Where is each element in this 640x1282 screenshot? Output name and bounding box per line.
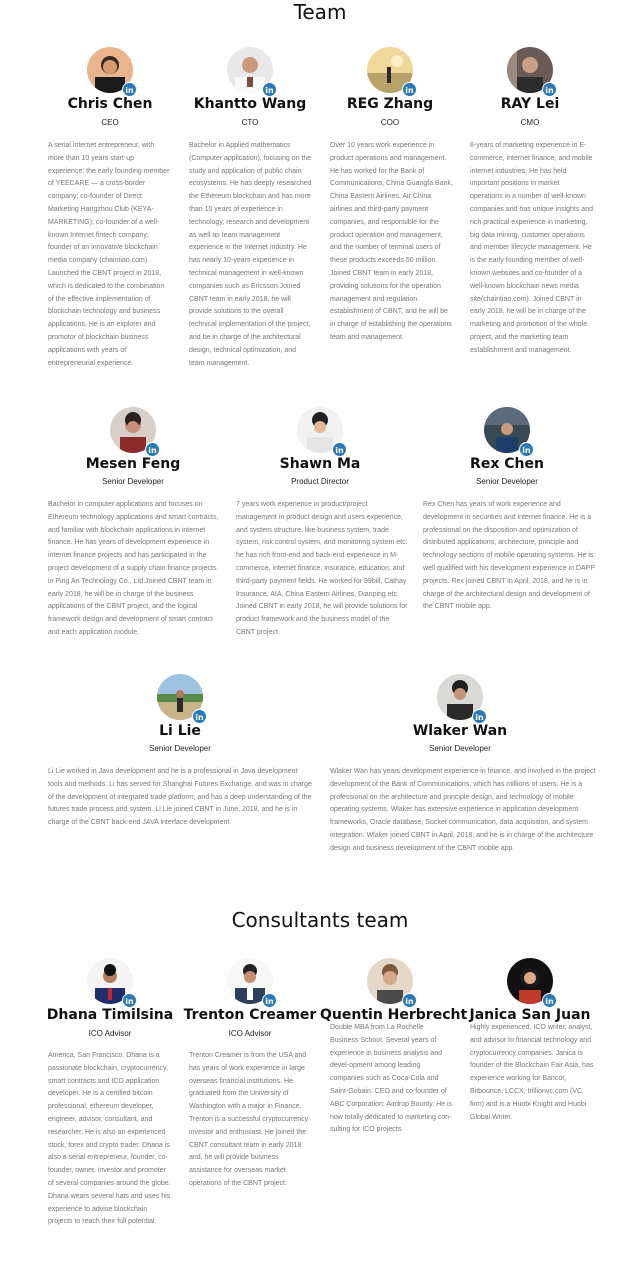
member-role: Senior Developer xyxy=(149,744,211,753)
member-name: Shawn Ma xyxy=(279,456,361,472)
avatar[interactable] xyxy=(507,958,553,1004)
member-name: Janica San Juan xyxy=(469,1007,591,1023)
linkedin-icon[interactable]: in xyxy=(542,82,557,97)
avatar[interactable] xyxy=(437,674,483,720)
member-name: Khantto Wang xyxy=(193,96,307,112)
team-title: Team xyxy=(293,0,347,24)
linkedin-icon[interactable]: in xyxy=(332,442,347,457)
linkedin-icon[interactable]: in xyxy=(192,709,207,724)
linkedin-icon[interactable]: in xyxy=(122,82,137,97)
member-bio: America, San Francisco. Dhana is a passionate blockchain, cryptocurrency, smart contracts and ICO application developer. He is a certified bitcoin professional, ethereum developer, engineer, advisor, consultant, and researcher. He is also an experienced stock, forex and crypto trader. Dhana is also a serial entrepreneur, founder, co-founder, owner, investor and promoter of several companies around the globe. Dhana wears several hats and uses his experience to advise blockchain projects to reach their full potential. xyxy=(48,1052,171,1226)
avatar[interactable] xyxy=(484,407,530,453)
member-role: CMO xyxy=(520,118,540,127)
member-name: Rex Chen xyxy=(470,456,544,472)
avatar[interactable] xyxy=(110,407,156,453)
linkedin-icon[interactable]: in xyxy=(145,442,160,457)
avatar[interactable] xyxy=(507,47,553,93)
member-name: Wlaker Wan xyxy=(412,723,508,739)
member-bio: Bachelor in computer applications and focuses on Ethereum technology applications and smart contracts, and familiar with blockchain applications in internet finance. He has years of development experience in internet finance projects and has participated in the project development of a supply chain finance projects in Ping An Technology Co., Ltd.Joined CBNT team in early 2018, he will be in charge of the business applications of the CBNT project, and the logical framework design and development of smart contract and each application module. xyxy=(48,501,219,636)
avatar[interactable] xyxy=(87,47,133,93)
member-bio: Wlaker Wan has years development experience in finance, and involved in the project development of the Bank of Communications, which has millions of users. He is a professional on the architecture and principle design, and technology of mobile operating systems. Wlaker has extensive experience in application development frameworks, Oracle database, Socket communication, data acquisition, and system integration. Wlaker joined CBNT in April, 2018, and he is in charge of the architecture design and business development of the CBNT mobile app. xyxy=(330,768,596,852)
member-bio: Li Lie worked in Java development and he is a professional in Java development tools and methods. Li has served for Shanghai Futures Exchange, and was in charge of the development of integrated trade platform; and has a deep understanding of the futures trade process and system. Li Lie joined CBNT in June, 2018, and he is in charge of the CBNT back-end JAVA interface development. xyxy=(48,768,312,827)
member-name: Mesen Feng xyxy=(85,456,181,472)
member-name: REG Zhang xyxy=(346,96,434,112)
member-bio: Trenton Creamer is from the USA and has years of work experience in large overseas financial institutions. He graduated from the University of Washington with a major in Finance. Trenton is a successful cryptocurrency investor and enthusiast. He joined the CBNT consultant team in early 2018 and, he will provide business assistance for overseas market operations of the CBNT project. xyxy=(189,1052,309,1187)
member-role: ICO Advisor xyxy=(228,1029,272,1038)
avatar[interactable] xyxy=(367,958,413,1004)
member-bio: A serial internet entrepreneur, with more than 10 years start-up experience; the early founding member of YEECARE — a cross-border company; co-founder of Direct Marketing Hangzhou Club (KEYA-MARKETING); co-founder of a well-known Internet fintech company; founder of an innovative blockchain media company (chaintiao.com). Launched the CBNT project in 2018, which is dedicated to the combination of the effective implementation of blockchain technology and business applications. He is an explorer and promotor of blockchain business applications with years of entrepreneurial experience. xyxy=(48,142,170,367)
member-role: CEO xyxy=(101,118,119,127)
member-name: RAY Lei xyxy=(500,96,560,112)
avatar[interactable] xyxy=(367,47,413,93)
member-bio: Double MBA from La Rochelle Business School. Several years of experience in business analysis and devel-opment among leading companies such as Coca-Cola and Saint-Gobain. CEO and co-founder of ABC Corporation: Airdrop Bounty. He is now totally dedicated to marketing con-sulting for ICO projects. xyxy=(330,1024,453,1134)
avatar[interactable] xyxy=(297,407,343,453)
member-name: Li Lie xyxy=(159,723,201,739)
member-bio: Highly experienced, ICO writer, analyst, and advisor to financial technology and cryptocurrency companies. Janica is founder of the Blockchain Fair Asia, has experience working for Bancor, Bitbounce, LCCX, trillionvc.com (VC firm) and is a Huobi Knight and Huobi Global Writer. xyxy=(470,1024,594,1121)
member-name: Quentin Herbrecht xyxy=(320,1007,468,1023)
member-role: Senior Developer xyxy=(476,477,538,486)
consultants-title: Consultants team xyxy=(231,908,409,932)
member-bio: Over 10 years work experience in product operations and management. He has worked for the Bank of Communications, China Guangfa Bank, China Eastern Airlines, Air China airlines and third-party payment companies, and responsible for the product operation and management, and the number of terminal users of these products exceeds 50 million. Joined CBNT team in early 2018, providing solutions for the operation management and regulation establishment of CBNT, and he will be in charge of establishing the operations team and management. xyxy=(330,142,453,341)
member-role: COO xyxy=(380,118,400,127)
linkedin-icon[interactable]: in xyxy=(262,82,277,97)
member-bio: 8-years of marketing experience in E-commerce, internet finance, and mobile internet industries. He has held important positions in market operations in a number of well-known companies and has unique insights and rich practical experience in marketing, big data mining, customer operations and member lifecycle management. He is the early founding member of well-known websites and co-founder of a well-known blockchain news media site(chaintiao.com). Joined CBNT in early 2018, he will be in charge of the marketing and promotion of the whole project, and the marketing team establishment and management. xyxy=(470,142,593,354)
avatar[interactable] xyxy=(227,47,273,93)
linkedin-icon[interactable]: in xyxy=(122,993,137,1008)
member-role: Product Director xyxy=(291,477,349,486)
member-bio: Bachelor in Applied mathematics (Computer application), focusing on the study and application of public chain ecosystems. He has deeply researched the Ethereum blockchain and has more than 10 years of experience in technology, research and development as well as team management experience in the Internet industry. He has nearly 10-years experience in technical management in well-known companies such as Ericsson.Joined CBNT team in early 2018, he will provide solutions to the overall technical implementation of the project, and be in charge of the architectural design, technical optimization, and team management. xyxy=(189,142,312,367)
member-name: Dhana Timilsina xyxy=(46,1007,174,1023)
linkedin-icon[interactable]: in xyxy=(472,709,487,724)
linkedin-icon[interactable]: in xyxy=(402,82,417,97)
linkedin-icon[interactable]: in xyxy=(542,993,557,1008)
member-name: Chris Chen xyxy=(67,96,153,112)
member-role: ICO Advisor xyxy=(88,1029,132,1038)
avatar[interactable] xyxy=(157,674,203,720)
member-role: Senior Developer xyxy=(102,477,164,486)
member-bio: 7 years work experience in product/project management in product design and users experience, and system structure, like business system, trade system, risk control system, and monitoring system etc. he has rich front-end and back-end experience in M-commerce, internet finance, insurance, education, and third-party payment fields. He worked for 99bill, Cathay Insurance, AIA, China Eastern Airlines, Dianping etc. Joined CBNT in early 2018, he will provide solutions for product framework and the business model of the CBNT project. xyxy=(236,501,408,636)
member-role: Senior Developer xyxy=(429,744,491,753)
member-bio: Rex Chen has years of work experience and development in securities and internet finance. He is a professional on the disposition and optimization of distributed applications, architecture, principle and technology sections of mobile operating systems. He is well qualified with his development experience in DAPP projects. Rex joined CBNT in April, 2018, and he is in charge of the architectural design and development of the CBNT mobile app. xyxy=(423,501,595,611)
linkedin-icon[interactable]: in xyxy=(402,993,417,1008)
member-role: CTO xyxy=(241,118,259,127)
linkedin-icon[interactable]: in xyxy=(519,442,534,457)
avatar[interactable] xyxy=(87,958,133,1004)
avatar[interactable] xyxy=(227,958,273,1004)
member-name: Trenton Creamer xyxy=(183,1007,317,1023)
linkedin-icon[interactable]: in xyxy=(262,993,277,1008)
